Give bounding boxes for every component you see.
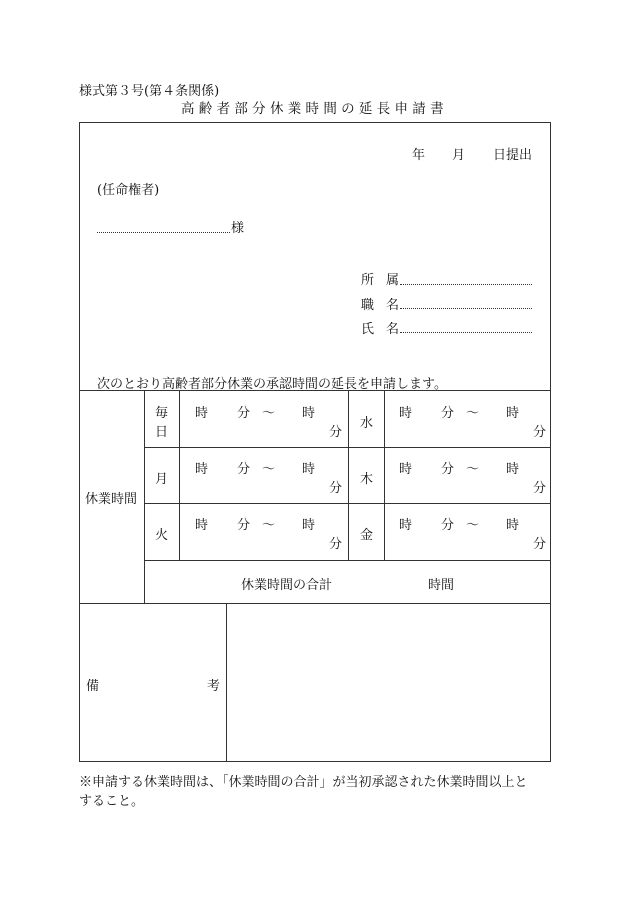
time-start-hour: 時: [399, 462, 413, 477]
name-field[interactable]: [400, 332, 532, 333]
name-label-2: 名: [386, 322, 400, 337]
honorific-label: 様: [231, 221, 245, 236]
time-end-hour: 時: [302, 406, 316, 421]
time-start-minute: 分: [237, 518, 251, 533]
time-end-hour: 時: [302, 462, 316, 477]
row-divider-2: [144, 503, 551, 504]
time-tilde: ～: [262, 518, 276, 533]
remarks-field[interactable]: [227, 604, 550, 761]
time-start-hour: 時: [195, 462, 209, 477]
time-start-minute: 分: [441, 518, 455, 533]
left-day-divider: [179, 390, 180, 560]
hours-label-divider: [144, 390, 145, 603]
date-month-label: 月: [452, 148, 466, 163]
form-number: 様式第３号(第４条関係): [79, 84, 220, 99]
middle-divider: [348, 390, 349, 560]
row-divider-3: [144, 560, 551, 561]
position-label-2: 名: [386, 298, 400, 313]
footnote-line-1: ※申請する休業時間は、「休業時間の合計」が当初承認された休業時間以上と: [79, 775, 528, 790]
section-divider-top: [79, 390, 551, 391]
affiliation-label-1: 所: [361, 273, 375, 288]
time-start-hour: 時: [195, 406, 209, 421]
time-end-minute: 分: [533, 481, 547, 496]
day-label-thursday: 木: [360, 472, 374, 487]
time-end-minute: 分: [329, 481, 343, 496]
row-divider-1: [144, 447, 551, 448]
time-tilde: ～: [466, 518, 480, 533]
time-start-minute: 分: [441, 406, 455, 421]
date-day-label: 日提出: [493, 148, 533, 163]
time-start-minute: 分: [237, 462, 251, 477]
time-end-minute: 分: [329, 537, 343, 552]
time-end-hour: 時: [506, 518, 520, 533]
time-end-hour: 時: [506, 406, 520, 421]
total-hours-unit: 時間: [428, 578, 455, 593]
time-tilde: ～: [262, 406, 276, 421]
footnote-line-2: すること。: [79, 794, 145, 809]
total-hours-label: 休業時間の合計: [241, 578, 333, 593]
affiliation-field[interactable]: [400, 284, 532, 285]
time-end-minute: 分: [329, 425, 343, 440]
time-start-hour: 時: [195, 518, 209, 533]
time-start-minute: 分: [441, 462, 455, 477]
day-label-monday: 月: [155, 472, 169, 487]
position-field[interactable]: [400, 308, 532, 309]
day-label-friday: 金: [360, 528, 374, 543]
time-tilde: ～: [262, 462, 276, 477]
day-label-wednesday: 水: [360, 416, 374, 431]
remarks-label-1: 備: [86, 679, 100, 694]
time-end-minute: 分: [533, 537, 547, 552]
affiliation-label-2: 属: [386, 273, 400, 288]
right-day-divider: [384, 390, 385, 560]
appointer-name-field[interactable]: [97, 232, 230, 233]
day-label-tuesday: 火: [155, 528, 169, 543]
page-title: 高 齢 者 部 分 休 業 時 間 の 延 長 申 請 書: [181, 101, 444, 117]
position-label-1: 職: [361, 298, 375, 313]
time-start-hour: 時: [399, 406, 413, 421]
time-tilde: ～: [466, 406, 480, 421]
hours-label: 休業時間: [85, 492, 138, 507]
name-label-1: 氏: [361, 322, 375, 337]
day-label-daily-2: 日: [155, 425, 169, 440]
date-year-label: 年: [412, 148, 426, 163]
request-statement: 次のとおり高齢者部分休業の承認時間の延長を申請します。: [97, 377, 447, 392]
time-end-hour: 時: [506, 462, 520, 477]
time-end-minute: 分: [533, 425, 547, 440]
time-start-hour: 時: [399, 518, 413, 533]
time-tilde: ～: [466, 462, 480, 477]
appointer-label: (任命権者): [97, 183, 160, 198]
time-end-hour: 時: [302, 518, 316, 533]
time-start-minute: 分: [237, 406, 251, 421]
remarks-label-2: 考: [207, 679, 221, 694]
day-label-daily-1: 毎: [155, 406, 169, 421]
